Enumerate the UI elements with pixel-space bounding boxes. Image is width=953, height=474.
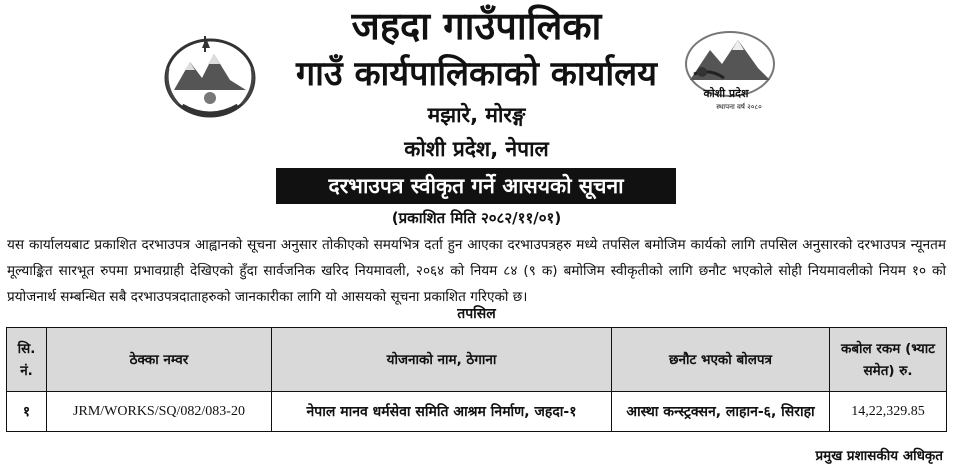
cell-selected-bidder: आस्था कन्स्ट्रक्सन, लाहान-६, सिराहा	[612, 392, 830, 432]
office-location: मझारे, मोरङ्ग	[427, 103, 526, 127]
header-amount: कबोल रकम (भ्याट समेत) रु.	[830, 328, 947, 392]
municipality-name: जहदा गाउँपालिका	[351, 4, 602, 48]
table-header-row	[7, 328, 947, 392]
office-name: गाउँ कार्यपालिकाको कार्यालय	[296, 54, 657, 94]
header-contract-no: ठेक्का नम्वर	[47, 328, 272, 392]
logo-subtext: स्थापना वर्ष २०८०	[716, 103, 762, 111]
header-selected-bidder: छनौट भएको बोलपत्र	[612, 328, 830, 392]
cell-sn: १	[7, 392, 47, 432]
notice-title: दरभाउपत्र स्वीकृत गर्ने आसयको सूचना	[276, 168, 676, 204]
cell-amount: 14,22,329.85	[830, 392, 947, 432]
cell-contract-no: JRM/WORKS/SQ/082/083-20	[47, 392, 272, 432]
notice-body: यस कार्यालयबाट प्रकाशित दरभाउपत्र आह्वानको सूचना अनुसार तोकीएको समयभित्र दर्ता हुन आएका दरभाउपत्रहरु मध्ये तपसिल बमोजिम कार्यको लागि तपसिल अनुसारको दरभाउपत्र न्यूनतम मूल्याङ्कित सारभूत रुपमा प्रभावग्राही देखिएको हुँदा सार्वजनिक खरिद नियमावली, २०६४ को नियम ८४ (९ क) बमोजिम स्वीकृतीको लागि छनौट भएकोले सोही नियमावलीको नियम १० को प्रयोजनार्थ सम्बन्धित सबै दरभाउपत्रदाताहरुको जानकारीका लागि यो आसयको सूचना प्रकाशित गरिएको छ।	[7, 237, 946, 305]
table-row	[7, 392, 947, 432]
published-date: (प्रकाशित मिति २०८२/११/०१)	[391, 209, 562, 227]
province-name: कोशी प्रदेश, नेपाल	[404, 137, 549, 161]
header-project: योजनाको नाम, ठेगाना	[272, 328, 612, 392]
header-sn: सि. नं.	[7, 328, 47, 392]
logo-text: कोशी प्रदेश	[703, 87, 749, 100]
signatory: प्रमुख प्रशासकीय अधिकृत	[815, 448, 943, 464]
bid-table	[6, 327, 947, 432]
cell-project: नेपाल मानव धर्मसेवा समिति आश्रम निर्माण, जहदा-१	[272, 392, 612, 432]
section-heading: तपसिल	[457, 306, 496, 322]
